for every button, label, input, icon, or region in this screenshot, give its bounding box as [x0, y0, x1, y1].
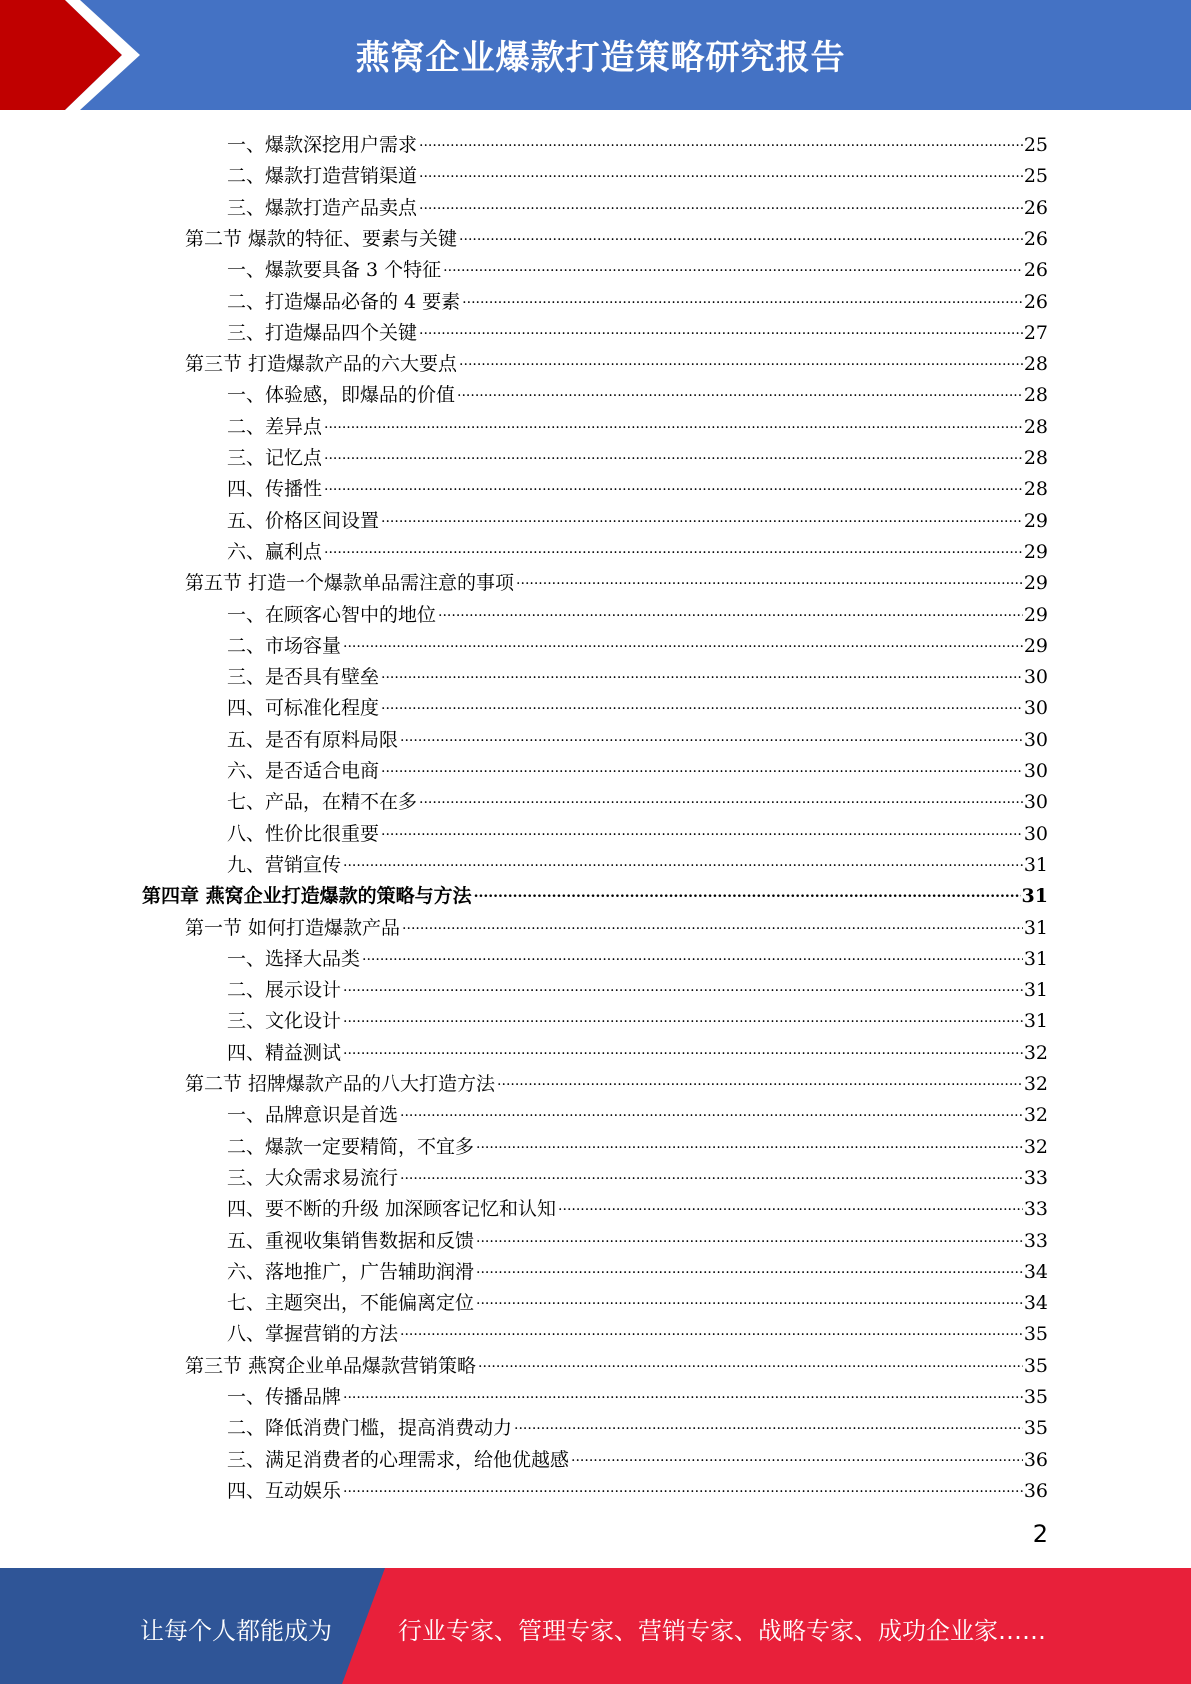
toc-entry[interactable]: [227, 942, 1048, 970]
toc-entry[interactable]: [227, 1286, 1048, 1314]
toc-entry-page: 27: [1023, 321, 1048, 344]
toc-entry-title: 一、品牌意识是首选: [227, 1104, 399, 1127]
toc-entry[interactable]: [227, 691, 1048, 719]
toc-entry-page: 26: [1023, 259, 1048, 282]
toc-entry-title: 四、传播性: [227, 478, 323, 501]
toc-entry-title: 二、差异点: [227, 415, 323, 438]
toc-entry-page: 31: [1023, 916, 1048, 939]
toc-entry-title: 二、爆款打造营销渠道: [227, 165, 418, 188]
toc-leader-dots: [571, 1446, 1023, 1468]
toc-entry-page: 31: [1021, 885, 1048, 908]
toc-leader-dots: [419, 319, 1023, 341]
toc-entry[interactable]: [227, 504, 1048, 532]
toc-entry-page: 28: [1023, 447, 1048, 469]
toc-entry[interactable]: [227, 191, 1048, 219]
toc-leader-dots: [476, 1227, 1023, 1249]
toc-entry-page: 26: [1023, 227, 1048, 250]
toc-entry-title: 一、在顾客心智中的地位: [227, 603, 437, 626]
toc-entry-title: 二、打造爆品必备的 4 要素: [227, 290, 461, 313]
page-footer: [0, 1568, 1191, 1684]
toc-entry[interactable]: [227, 285, 1048, 313]
toc-entry[interactable]: [227, 1004, 1048, 1032]
toc-leader-dots: [514, 1414, 1023, 1436]
toc-entry[interactable]: [227, 848, 1048, 876]
toc-leader-dots: [400, 726, 1023, 748]
toc-leader-dots: [478, 1352, 1023, 1374]
toc-entry-title: 三、满足消费者的心理需求，给他优越感: [227, 1448, 570, 1471]
toc-entry-title: 一、选择大品类: [227, 947, 361, 970]
toc-entry-page: 33: [1023, 1229, 1048, 1252]
toc-entry[interactable]: [227, 128, 1048, 156]
toc-leader-dots: [419, 162, 1023, 184]
toc-entry-page: 35: [1023, 1386, 1048, 1408]
toc-entry[interactable]: [227, 1192, 1048, 1220]
toc-entry[interactable]: [227, 1255, 1048, 1283]
toc-entry[interactable]: [227, 1224, 1048, 1252]
toc-entry[interactable]: [185, 911, 1048, 939]
toc-leader-dots: [343, 851, 1023, 873]
toc-entry-page: 26: [1023, 290, 1048, 313]
toc-entry[interactable]: [185, 1067, 1048, 1095]
toc-entry-page: 35: [1023, 1354, 1048, 1377]
toc-entry-title: 四、要不断的升级 加深顾客记忆和认知: [227, 1198, 557, 1221]
toc-entry-title: 三、是否具有壁垒: [227, 666, 380, 689]
toc-entry-page: 28: [1023, 353, 1048, 376]
toc-leader-dots: [419, 194, 1023, 216]
toc-leader-dots: [476, 1289, 1023, 1311]
toc-entry-title: 二、降低消费门槛，提高消费动力: [227, 1417, 513, 1440]
toc-entry-title: 二、展示设计: [227, 979, 342, 1002]
toc-entry-page: 35: [1023, 1323, 1048, 1346]
toc-entry-page: 34: [1023, 1292, 1048, 1315]
toc-entry-title: 六、落地推广，广告辅助润滑: [227, 1260, 475, 1283]
toc-entry-page: 29: [1023, 603, 1048, 626]
page-header: [0, 0, 1191, 110]
toc-leader-dots: [381, 663, 1023, 685]
toc-entry-page: 31: [1023, 947, 1048, 970]
toc-entry-page: 36: [1023, 1448, 1048, 1471]
toc-entry-title: 第三节 燕窝企业单品爆款营销策略: [185, 1354, 477, 1377]
toc-entry-page: 36: [1023, 1479, 1048, 1502]
toc-leader-dots: [324, 475, 1023, 497]
toc-entry-title: 三、文化设计: [227, 1010, 342, 1033]
toc-entry-title: 四、精益测试: [227, 1041, 342, 1064]
toc-leader-dots: [343, 1477, 1023, 1499]
footer-slogan-left: 让每个人都能成为: [140, 1617, 332, 1645]
toc-entry[interactable]: [185, 347, 1048, 375]
toc-entry-page: 29: [1023, 572, 1048, 595]
toc-entry-page: 29: [1023, 634, 1048, 657]
toc-entry[interactable]: [227, 629, 1048, 657]
toc-entry-page: 34: [1023, 1260, 1048, 1283]
toc-entry-title: 三、爆款打造产品卖点: [227, 196, 418, 219]
toc-entry-page: 25: [1023, 165, 1048, 188]
report-title: 燕窝企业爆款打造策略研究报告: [355, 38, 846, 78]
toc-entry-page: 30: [1023, 760, 1048, 782]
toc-entry-title: 四、可标准化程度: [227, 697, 380, 720]
toc-entry[interactable]: [227, 785, 1048, 813]
toc-entry[interactable]: [227, 660, 1048, 688]
footer-slogan-right: 行业专家、管理专家、营销专家、战略专家、成功企业家……: [398, 1617, 1046, 1645]
toc-leader-dots: [443, 256, 1023, 278]
toc-entry-page: 29: [1023, 509, 1048, 532]
toc-leader-dots: [497, 1070, 1023, 1092]
toc-leader-dots: [324, 413, 1023, 435]
toc-entry-page: 31: [1023, 853, 1048, 876]
toc-entry-title: 二、爆款一定要精简，不宜多: [227, 1135, 475, 1158]
toc-entry[interactable]: [227, 1098, 1048, 1126]
toc-entry-title: 八、掌握营销的方法: [227, 1323, 399, 1346]
toc-entry-title: 二、市场容量: [227, 634, 342, 657]
toc-entry-page: 30: [1023, 822, 1048, 845]
toc-entry[interactable]: [227, 1380, 1048, 1408]
toc-leader-dots: [362, 945, 1023, 967]
toc-entry[interactable]: [227, 1443, 1048, 1471]
toc-entry[interactable]: [227, 1130, 1048, 1158]
toc-leader-dots: [324, 538, 1023, 560]
toc-entry-title: 第五节 打造一个爆款单品需注意的事项: [185, 572, 515, 595]
toc-entry-title: 五、重视收集销售数据和反馈: [227, 1229, 475, 1252]
toc-leader-dots: [558, 1195, 1023, 1217]
toc-entry-title: 第二节 招牌爆款产品的八大打造方法: [185, 1073, 496, 1095]
toc-entry-title: 七、主题突出，不能偏离定位: [227, 1292, 475, 1315]
toc-leader-dots: [459, 225, 1023, 247]
toc-entry-page: 32: [1023, 1073, 1048, 1095]
toc-entry[interactable]: [227, 1474, 1048, 1502]
toc-leader-dots: [381, 507, 1023, 529]
toc-entry[interactable]: [185, 566, 1048, 594]
toc-entry[interactable]: [227, 754, 1048, 782]
toc-leader-dots: [419, 131, 1023, 153]
toc-entry-page: 31: [1023, 979, 1048, 1002]
toc-entry-title: 五、是否有原料局限: [227, 728, 399, 751]
toc-entry-title: 一、爆款要具备 3 个特征: [227, 259, 442, 282]
toc-entry-title: 第二节 爆款的特征、要素与关键: [185, 227, 458, 250]
toc-entry-title: 六、赢利点: [227, 540, 323, 563]
toc-entry-page: 32: [1023, 1041, 1048, 1064]
toc-leader-dots: [400, 1164, 1023, 1186]
toc-leader-dots: [419, 788, 1023, 810]
toc-leader-dots: [343, 1039, 1023, 1061]
toc-leader-dots: [400, 1101, 1023, 1123]
toc-entry-title: 三、打造爆品四个关键: [227, 321, 418, 344]
toc-entry-title: 七、产品，在精不在多: [227, 791, 418, 814]
toc-leader-dots: [381, 757, 1023, 779]
toc-entry-page: 30: [1023, 697, 1048, 720]
toc-leader-dots: [476, 1133, 1023, 1155]
toc-leader-dots: [474, 882, 1021, 904]
toc-entry-page: 32: [1023, 1135, 1048, 1158]
toc-leader-dots: [343, 1383, 1023, 1405]
toc-leader-dots: [343, 1007, 1023, 1029]
toc-entry[interactable]: [227, 1161, 1048, 1189]
toc-leader-dots: [476, 1258, 1023, 1280]
toc-entry[interactable]: [227, 316, 1048, 344]
toc-entry[interactable]: [185, 1349, 1048, 1377]
toc-entry[interactable]: [227, 253, 1048, 281]
toc-entry-title: 四、互动娱乐: [227, 1479, 342, 1502]
toc-entry-title: 第四章 燕窝企业打造爆款的策略与方法: [142, 885, 472, 908]
toc-entry-page: 28: [1023, 384, 1048, 407]
toc-entry[interactable]: [227, 817, 1048, 845]
toc-leader-dots: [381, 820, 1023, 842]
toc-entry[interactable]: [227, 159, 1048, 187]
toc-entry-title: 八、性价比很重要: [227, 822, 380, 845]
toc-entry[interactable]: [227, 973, 1048, 1001]
toc-entry-page: 30: [1023, 666, 1048, 689]
toc-leader-dots: [343, 632, 1023, 654]
toc-entry-title: 三、记忆点: [227, 447, 323, 469]
toc-entry[interactable]: [227, 378, 1048, 406]
toc-leader-dots: [400, 1320, 1023, 1342]
toc-entry-title: 一、爆款深挖用户需求: [227, 134, 418, 156]
toc-entry[interactable]: [142, 879, 1048, 907]
toc-entry[interactable]: [227, 535, 1048, 563]
toc-entry-title: 九、营销宣传: [227, 853, 342, 876]
toc-leader-dots: [402, 914, 1023, 936]
toc-entry-title: 六、是否适合电商: [227, 760, 380, 782]
toc-entry-page: 28: [1023, 478, 1048, 501]
toc-entry[interactable]: [227, 1036, 1048, 1064]
toc-entry-title: 五、价格区间设置: [227, 509, 380, 532]
toc-leader-dots: [457, 381, 1023, 403]
toc-leader-dots: [343, 976, 1023, 998]
toc-entry-page: 35: [1023, 1417, 1048, 1440]
toc-entry-page: 33: [1023, 1166, 1048, 1189]
toc-entry-page: 33: [1023, 1198, 1048, 1221]
toc-leader-dots: [324, 444, 1023, 466]
toc-entry-page: 29: [1023, 540, 1048, 563]
toc-leader-dots: [438, 601, 1023, 623]
toc-entry[interactable]: [227, 1411, 1048, 1439]
toc-entry[interactable]: [227, 598, 1048, 626]
toc-entry-page: 30: [1023, 728, 1048, 751]
toc-entry[interactable]: [185, 222, 1048, 250]
toc-entry-title: 一、传播品牌: [227, 1386, 342, 1408]
toc-entry[interactable]: [227, 441, 1048, 469]
toc-entry[interactable]: [227, 472, 1048, 500]
toc-entry[interactable]: [227, 410, 1048, 438]
toc-leader-dots: [381, 694, 1023, 716]
toc-leader-dots: [462, 288, 1023, 310]
toc-entry-page: 26: [1023, 196, 1048, 219]
toc-entry-page: 31: [1023, 1010, 1048, 1033]
toc-entry-page: 30: [1023, 791, 1048, 814]
toc-entry[interactable]: [227, 723, 1048, 751]
toc-entry-title: 第三节 打造爆款产品的六大要点: [185, 353, 458, 376]
toc-entry-title: 一、体验感，即爆品的价值: [227, 384, 456, 407]
toc-entry-title: 第一节 如何打造爆款产品: [185, 916, 401, 939]
toc-entry[interactable]: [227, 1317, 1048, 1345]
toc-entry-page: 25: [1023, 134, 1048, 156]
toc-leader-dots: [516, 569, 1023, 591]
toc-entry-title: 三、大众需求易流行: [227, 1166, 399, 1189]
page-number: 2: [1032, 1520, 1048, 1548]
toc-entry-page: 32: [1023, 1104, 1048, 1127]
toc-entry-page: 28: [1023, 415, 1048, 438]
toc-leader-dots: [459, 350, 1023, 372]
